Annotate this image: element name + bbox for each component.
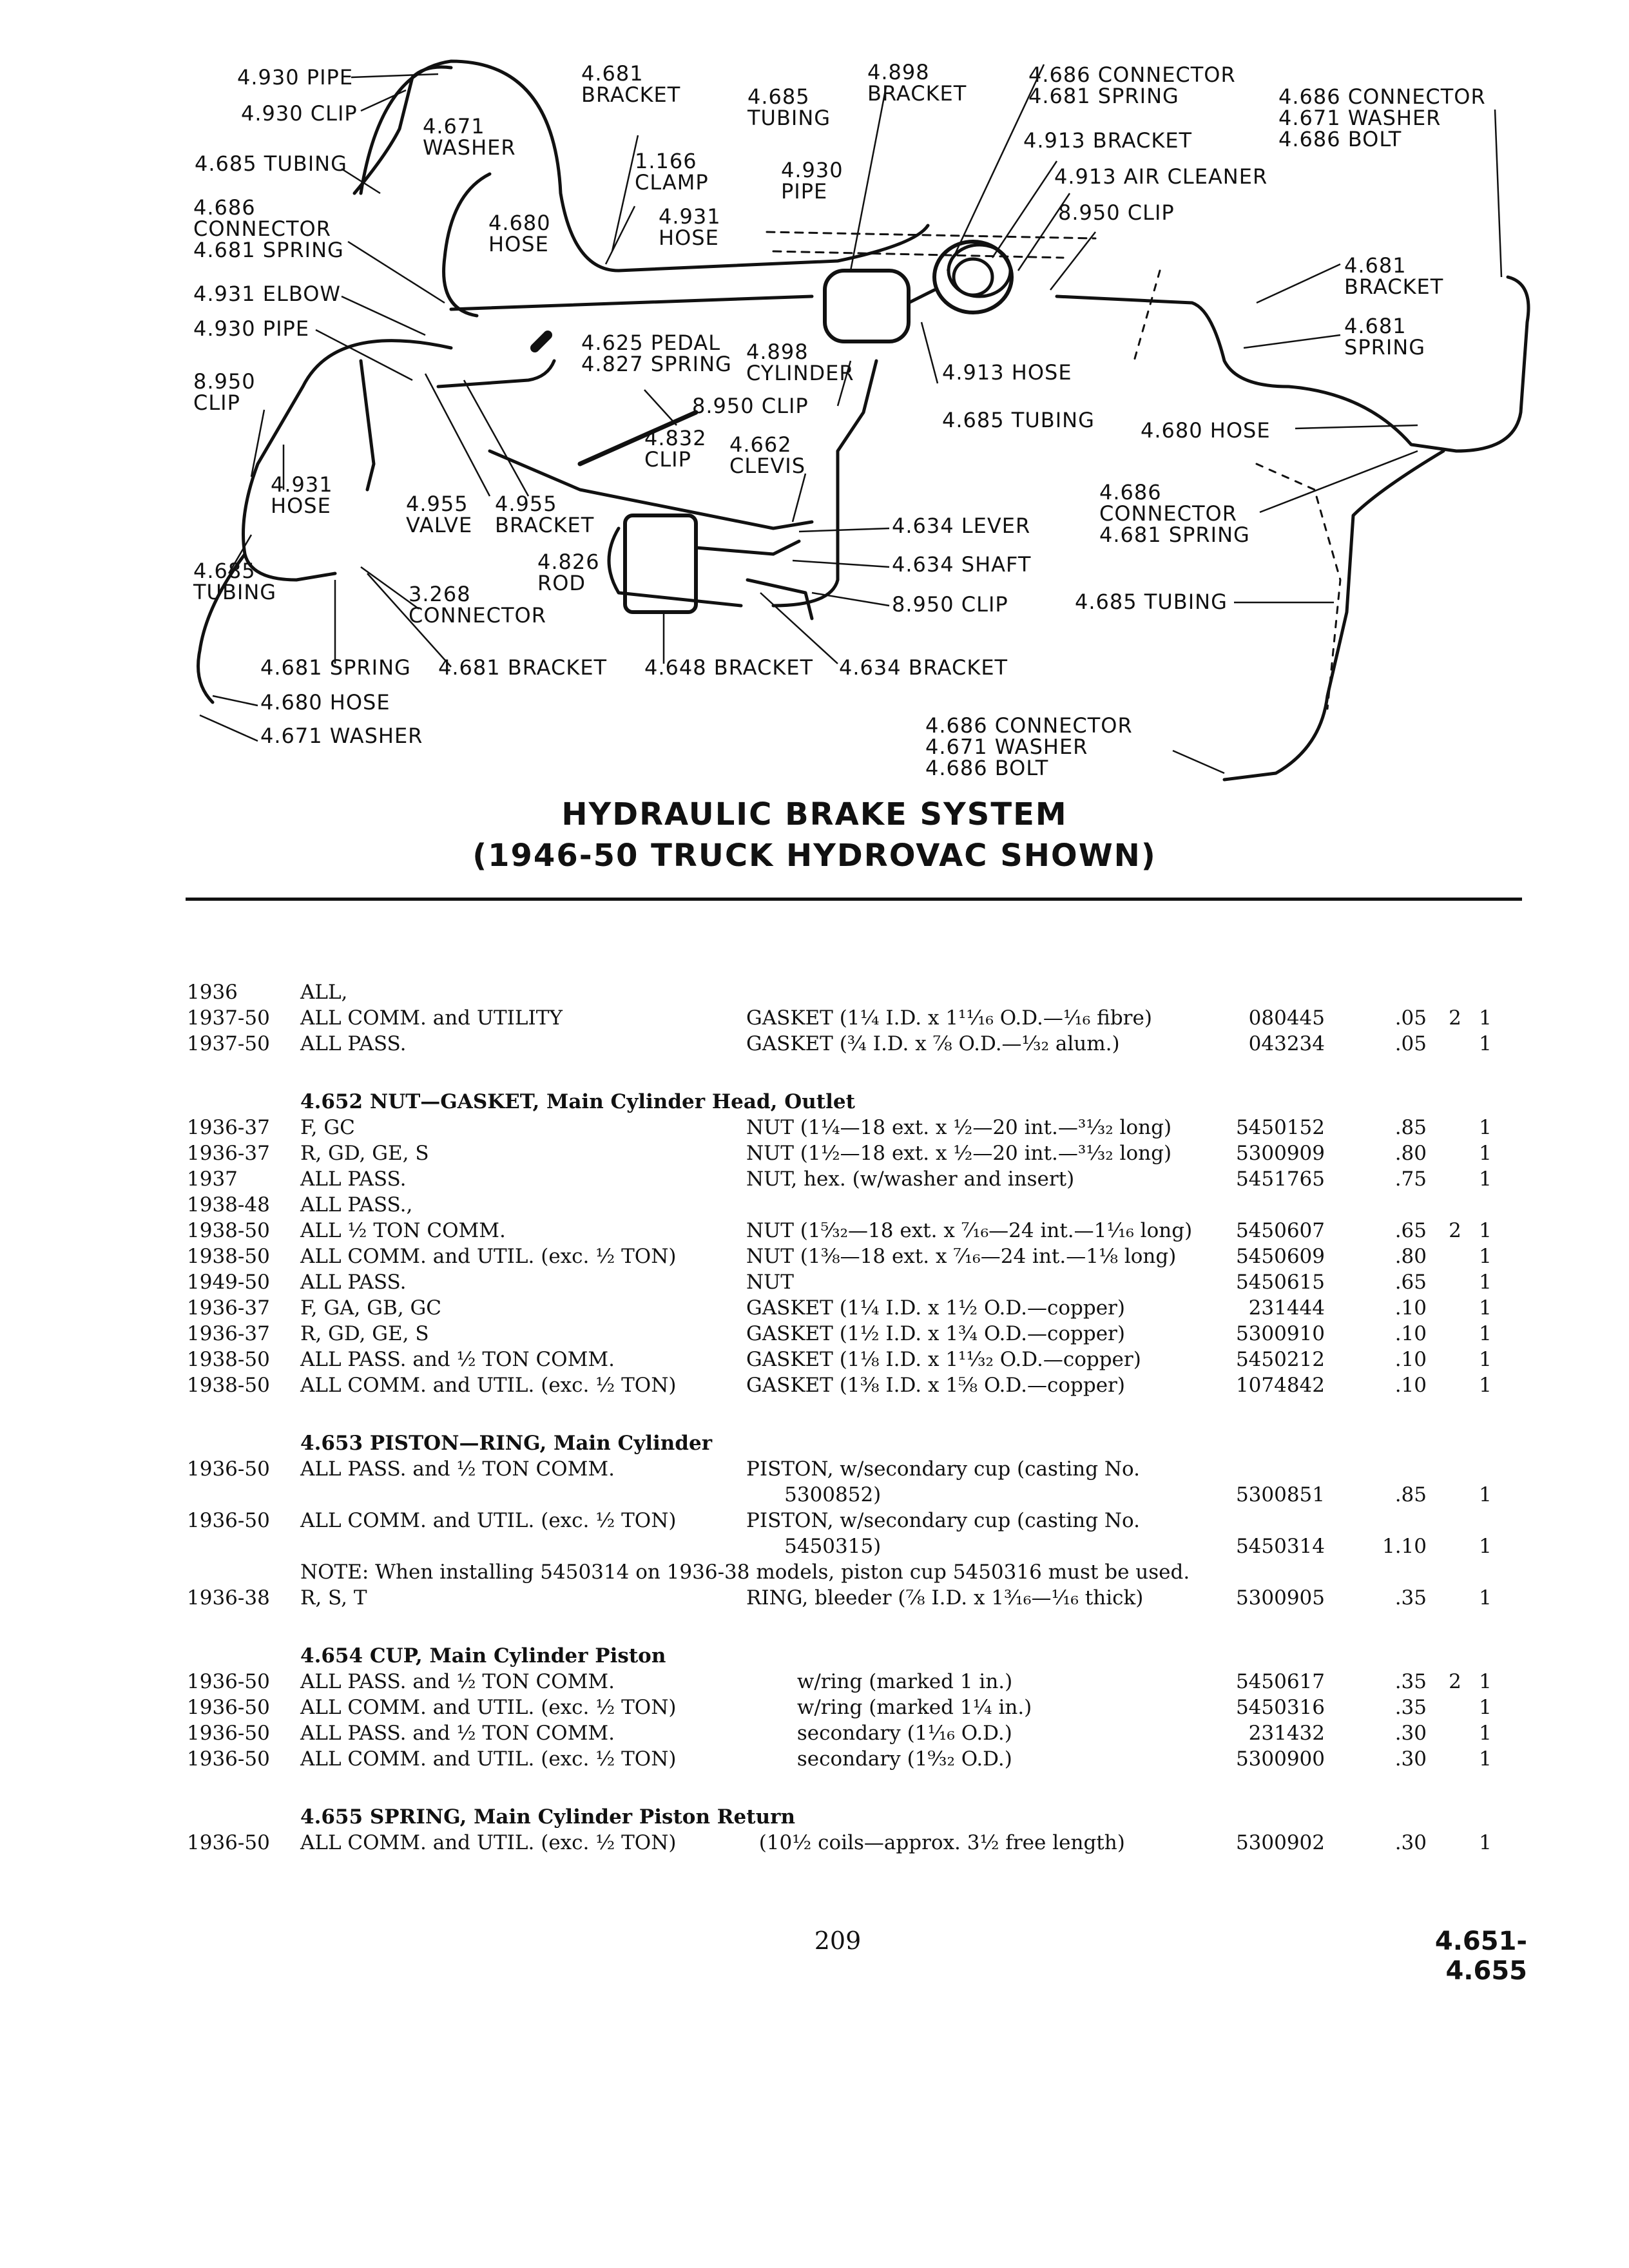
quantity-cell: 2 [1449, 1670, 1461, 1693]
quantity-cell: 1 [1479, 1322, 1492, 1345]
group-title: 4.654 CUP, Main Cylinder Piston [300, 1644, 666, 1667]
callout-2: 4.930 CLIP [241, 101, 358, 126]
part-number-cell: 231432 [1248, 1722, 1325, 1745]
year-cell: 1936-37 [187, 1142, 270, 1165]
price-cell: .05 [1394, 1006, 1427, 1030]
price-cell: .30 [1394, 1747, 1427, 1771]
description-cell: NUT (1¼—18 ext. x ½—20 int.—³¹⁄₃₂ long) [746, 1116, 1172, 1139]
price-cell: .65 [1394, 1219, 1427, 1242]
quantity-cell: 2 [1449, 1219, 1461, 1242]
year-cell: 1936-50 [187, 1696, 270, 1719]
year-cell: 1937-50 [187, 1032, 270, 1055]
callout-28: 4.625 PEDAL 4.827 SPRING [581, 331, 732, 376]
part-number-cell: 5450314 [1235, 1535, 1325, 1558]
part-number-cell: 5300902 [1235, 1831, 1325, 1854]
callout-33: 4.680 HOSE [1141, 418, 1271, 443]
quantity-cell: 1 [1479, 1142, 1492, 1165]
callout-25: 4.686 CONNECTOR 4.671 WASHER 4.686 BOLT [1278, 84, 1486, 151]
part-number-cell: 5300909 [1235, 1142, 1325, 1165]
price-cell: .65 [1394, 1271, 1427, 1294]
quantity-cell: 1 [1479, 1348, 1492, 1371]
callout-30: 4.913 HOSE [942, 360, 1072, 385]
applicability-cell: R, S, T [300, 1586, 367, 1610]
applicability-cell: ALL PASS. and ½ TON COMM. [300, 1457, 615, 1481]
part-row [0, 1830, 1629, 1856]
callout-21: 4.686 CONNECTOR 4.681 SPRING [1028, 62, 1236, 108]
group-header [0, 1430, 1629, 1456]
quantity-cell: 1 [1479, 1245, 1492, 1268]
applicability-cell: ALL PASS. and ½ TON COMM. [300, 1348, 615, 1371]
quantity-cell: 1 [1479, 1006, 1492, 1030]
description-cell: w/ring (marked 1¼ in.) [746, 1696, 1032, 1719]
price-cell: .80 [1394, 1245, 1427, 1268]
description-cell: 5450315) [746, 1535, 882, 1558]
price-cell: .80 [1394, 1142, 1427, 1165]
callout-9: 8.950 CLIP [193, 369, 256, 415]
description-cell: RING, bleeder (⅞ I.D. x 1³⁄₁₆—¹⁄₁₆ thick) [746, 1586, 1144, 1610]
part-row [0, 1269, 1629, 1295]
price-cell: .10 [1394, 1374, 1427, 1397]
note-text: NOTE: When installing 5450314 on 1936-38 models, piston cup 5450316 must be used. [300, 1561, 1190, 1584]
price-cell: .10 [1394, 1296, 1427, 1320]
quantity-cell: 1 [1479, 1271, 1492, 1294]
applicability-cell: ALL PASS. [300, 1032, 407, 1055]
price-cell: .35 [1394, 1586, 1427, 1610]
price-cell: .05 [1394, 1032, 1427, 1055]
callout-5: 4.686 CONNECTOR 4.681 SPRING [193, 195, 344, 262]
quantity-cell: 1 [1479, 1535, 1492, 1558]
year-cell: 1936-50 [187, 1722, 270, 1745]
price-cell: .35 [1394, 1696, 1427, 1719]
quantity-cell: 1 [1479, 1168, 1492, 1191]
part-row [0, 1244, 1629, 1269]
callout-4: 4.685 TUBING [195, 151, 347, 176]
group-title: 4.652 NUT—GASKET, Main Cylinder Head, Outlet [300, 1090, 855, 1113]
description-cell: GASKET (1¼ I.D. x 1¹¹⁄₁₆ O.D.—¹⁄₁₆ fibre) [746, 1006, 1152, 1030]
part-row [0, 1192, 1629, 1218]
callout-18: 4.685 TUBING [747, 84, 831, 130]
note-row [0, 1559, 1629, 1585]
section-range: 4.651-4.655 [1434, 1927, 1527, 1986]
description-cell: NUT (1½—18 ext. x ½—20 int.—³¹⁄₃₂ long) [746, 1142, 1172, 1165]
applicability-cell: ALL, [300, 981, 348, 1004]
part-row [0, 1031, 1629, 1057]
year-cell: 1936-50 [187, 1457, 270, 1481]
page-number: 209 [814, 1927, 862, 1955]
year-cell: 1936-37 [187, 1116, 270, 1139]
price-cell: .10 [1394, 1322, 1427, 1345]
applicability-cell: ALL COMM. and UTIL. (exc. ½ TON) [300, 1245, 677, 1268]
part-number-cell: 1074842 [1235, 1374, 1325, 1397]
callout-23: 4.913 AIR CLEANER [1054, 164, 1268, 189]
applicability-cell: ALL COMM. and UTIL. (exc. ½ TON) [300, 1696, 677, 1719]
brake-system-diagram [0, 0, 1629, 857]
callout-32: 4.685 TUBING [942, 408, 1095, 432]
price-cell: .30 [1394, 1722, 1427, 1745]
part-row [0, 1005, 1629, 1031]
quantity-cell: 1 [1479, 1116, 1492, 1139]
description-cell: NUT (1⁵⁄₃₂—18 ext. x ⁷⁄₁₆—24 int.—1¹⁄₁₆ long) [746, 1219, 1193, 1242]
callout-36: 4.955 VALVE [406, 492, 473, 537]
applicability-cell: ALL COMM. and UTIL. (exc. ½ TON) [300, 1831, 677, 1854]
callout-41: 4.648 BRACKET [644, 655, 814, 680]
part-row [0, 1295, 1629, 1321]
year-cell: 1936 [187, 981, 238, 1004]
part-row [0, 1115, 1629, 1140]
callout-8: 4.930 PIPE [193, 316, 310, 341]
year-cell: 1936-50 [187, 1831, 270, 1854]
callout-26: 4.681 BRACKET [1344, 253, 1444, 299]
description-cell: secondary (1⁹⁄₃₂ O.D.) [746, 1747, 1012, 1771]
applicability-cell: F, GC [300, 1116, 355, 1139]
callout-42: 4.634 BRACKET [839, 655, 1008, 680]
group-title: 4.653 PISTON—RING, Main Cylinder [300, 1432, 713, 1455]
group-header [0, 1643, 1629, 1669]
callout-46: 4.686 CONNECTOR 4.681 SPRING [1099, 480, 1250, 547]
callout-17: 4.931 HOSE [659, 204, 721, 250]
part-number-cell: 5450212 [1235, 1348, 1325, 1371]
callout-22: 4.913 BRACKET [1023, 128, 1193, 153]
description-cell: PISTON, w/secondary cup (casting No. [746, 1457, 1141, 1481]
part-row [0, 1533, 1629, 1559]
callout-15: 4.681 BRACKET [581, 61, 681, 107]
part-row [0, 1746, 1629, 1772]
price-cell: 1.10 [1382, 1535, 1427, 1558]
year-cell: 1936-50 [187, 1747, 270, 1771]
applicability-cell: ALL COMM. and UTILITY [300, 1006, 563, 1030]
applicability-cell: R, GD, GE, S [300, 1142, 429, 1165]
part-number-cell: 5300900 [1235, 1747, 1325, 1771]
part-row [0, 1720, 1629, 1746]
applicability-cell: F, GA, GB, GC [300, 1296, 441, 1320]
description-cell: NUT [746, 1271, 794, 1294]
part-row [0, 1482, 1629, 1508]
year-cell: 1938-50 [187, 1245, 270, 1268]
callout-6: 4.680 HOSE [488, 211, 551, 256]
callout-24: 8.950 CLIP [1058, 200, 1175, 225]
quantity-cell: 1 [1479, 1296, 1492, 1320]
callout-43: 4.634 LEVER [892, 514, 1031, 538]
description-cell: (10½ coils—approx. 3½ free length) [746, 1831, 1125, 1854]
quantity-cell: 1 [1479, 1696, 1492, 1719]
description-cell: secondary (1¹⁄₁₆ O.D.) [746, 1722, 1012, 1745]
year-cell: 1938-50 [187, 1219, 270, 1242]
callout-13: 4.680 HOSE [260, 690, 390, 715]
quantity-cell: 1 [1479, 1722, 1492, 1745]
part-row [0, 1669, 1629, 1695]
part-number-cell: 5300910 [1235, 1322, 1325, 1345]
part-number-cell: 043234 [1248, 1032, 1325, 1055]
part-row [0, 1321, 1629, 1347]
applicability-cell: ALL PASS. and ½ TON COMM. [300, 1722, 615, 1745]
description-cell: NUT (1⅜—18 ext. x ⁷⁄₁₆—24 int.—1⅛ long) [746, 1245, 1177, 1268]
callout-35: 4.662 CLEVIS [729, 432, 806, 478]
year-cell: 1938-50 [187, 1374, 270, 1397]
part-row [0, 1347, 1629, 1372]
price-cell: .85 [1394, 1483, 1427, 1506]
callout-14: 4.671 WASHER [260, 724, 423, 748]
callout-34: 4.832 CLIP [644, 426, 707, 472]
applicability-cell: ALL ½ TON COMM. [300, 1219, 506, 1242]
description-cell: GASKET (1¼ I.D. x 1½ O.D.—copper) [746, 1296, 1125, 1320]
year-cell: 1936-37 [187, 1296, 270, 1320]
part-row [0, 1585, 1629, 1611]
applicability-cell: ALL COMM. and UTIL. (exc. ½ TON) [300, 1747, 677, 1771]
year-cell: 1938-48 [187, 1193, 270, 1216]
applicability-cell: R, GD, GE, S [300, 1322, 429, 1345]
quantity-cell: 1 [1479, 1483, 1492, 1506]
callout-48: 4.686 CONNECTOR 4.671 WASHER 4.686 BOLT [925, 713, 1133, 780]
price-cell: .85 [1394, 1116, 1427, 1139]
part-row [0, 1140, 1629, 1166]
year-cell: 1949-50 [187, 1271, 270, 1294]
callout-12: 4.681 SPRING [260, 655, 411, 680]
applicability-cell: ALL COMM. and UTIL. (exc. ½ TON) [300, 1509, 677, 1532]
applicability-cell: ALL PASS., [300, 1193, 413, 1216]
callout-29: 4.898 CYLINDER [746, 340, 854, 385]
part-number-cell: 5450607 [1235, 1219, 1325, 1242]
part-row [0, 1456, 1629, 1482]
callout-20: 4.898 BRACKET [867, 60, 967, 106]
callout-47: 4.685 TUBING [1075, 590, 1228, 614]
callout-31: 8.950 CLIP [692, 394, 809, 418]
quantity-cell: 1 [1479, 1747, 1492, 1771]
description-cell: GASKET (1½ I.D. x 1¾ O.D.—copper) [746, 1322, 1125, 1345]
callout-45: 8.950 CLIP [892, 592, 1008, 617]
callout-40: 4.681 BRACKET [438, 655, 608, 680]
callout-27: 4.681 SPRING [1344, 314, 1426, 360]
part-number-cell: 5450609 [1235, 1245, 1325, 1268]
description-cell: w/ring (marked 1 in.) [746, 1670, 1013, 1693]
description-cell: GASKET (1⅜ I.D. x 1⅝ O.D.—copper) [746, 1374, 1125, 1397]
part-number-cell: 5450615 [1235, 1271, 1325, 1294]
part-row [0, 1372, 1629, 1398]
quantity-cell: 1 [1479, 1670, 1492, 1693]
quantity-cell: 1 [1479, 1374, 1492, 1397]
part-number-cell: 5300851 [1235, 1483, 1325, 1506]
quantity-cell: 1 [1479, 1586, 1492, 1610]
callout-44: 4.634 SHAFT [892, 552, 1032, 577]
year-cell: 1936-37 [187, 1322, 270, 1345]
part-number-cell: 5300905 [1235, 1586, 1325, 1610]
section-divider [186, 898, 1522, 901]
part-number-cell: 5450617 [1235, 1670, 1325, 1693]
diagram-subtitle: (1946-50 TRUCK HYDROVAC SHOWN) [472, 838, 1157, 874]
part-row [0, 1695, 1629, 1720]
callout-3: 4.671 WASHER [423, 114, 516, 160]
year-cell: 1937-50 [187, 1006, 270, 1030]
price-cell: .30 [1394, 1831, 1427, 1854]
part-number-cell: 5450152 [1235, 1116, 1325, 1139]
group-header [0, 1804, 1629, 1830]
group-title: 4.655 SPRING, Main Cylinder Piston Return [300, 1805, 796, 1829]
callout-7: 4.931 ELBOW [193, 282, 342, 306]
quantity-cell: 1 [1479, 1219, 1492, 1242]
applicability-cell: ALL COMM. and UTIL. (exc. ½ TON) [300, 1374, 677, 1397]
applicability-cell: ALL PASS. [300, 1271, 407, 1294]
year-cell: 1938-50 [187, 1348, 270, 1371]
callout-38: 4.826 ROD [537, 550, 600, 595]
year-cell: 1936-50 [187, 1509, 270, 1532]
group-header [0, 1089, 1629, 1115]
callout-19: 4.930 PIPE [781, 158, 843, 204]
part-row [0, 979, 1629, 1005]
callout-11: 4.685 TUBING [193, 559, 277, 604]
callout-39: 3.268 CONNECTOR [409, 582, 546, 628]
part-row [0, 1508, 1629, 1533]
part-number-cell: 5450316 [1235, 1696, 1325, 1719]
quantity-cell: 2 [1449, 1006, 1461, 1030]
description-cell: GASKET (1⅛ I.D. x 1¹¹⁄₃₂ O.D.—copper) [746, 1348, 1141, 1371]
diagram-title: HYDRAULIC BRAKE SYSTEM [561, 796, 1068, 832]
price-cell: .10 [1394, 1348, 1427, 1371]
description-cell: PISTON, w/secondary cup (casting No. [746, 1509, 1141, 1532]
quantity-cell: 1 [1479, 1032, 1492, 1055]
description-cell: 5300852) [746, 1483, 882, 1506]
part-number-cell: 080445 [1248, 1006, 1325, 1030]
quantity-cell: 1 [1479, 1831, 1492, 1854]
callout-10: 4.931 HOSE [271, 472, 333, 518]
applicability-cell: ALL PASS. and ½ TON COMM. [300, 1670, 615, 1693]
part-number-cell: 231444 [1248, 1296, 1325, 1320]
part-number-cell: 5451765 [1235, 1168, 1325, 1191]
year-cell: 1936-38 [187, 1586, 270, 1610]
description-cell: GASKET (¾ I.D. x ⅞ O.D.—¹⁄₃₂ alum.) [746, 1032, 1120, 1055]
part-row [0, 1166, 1629, 1192]
callout-1: 4.930 PIPE [237, 65, 354, 90]
part-row [0, 1218, 1629, 1244]
callout-37: 4.955 BRACKET [495, 492, 595, 537]
price-cell: .35 [1394, 1670, 1427, 1693]
applicability-cell: ALL PASS. [300, 1168, 407, 1191]
description-cell: NUT, hex. (w/washer and insert) [746, 1168, 1075, 1191]
callout-16: 1.166 CLAMP [635, 149, 709, 195]
year-cell: 1937 [187, 1168, 238, 1191]
year-cell: 1936-50 [187, 1670, 270, 1693]
price-cell: .75 [1394, 1168, 1427, 1191]
